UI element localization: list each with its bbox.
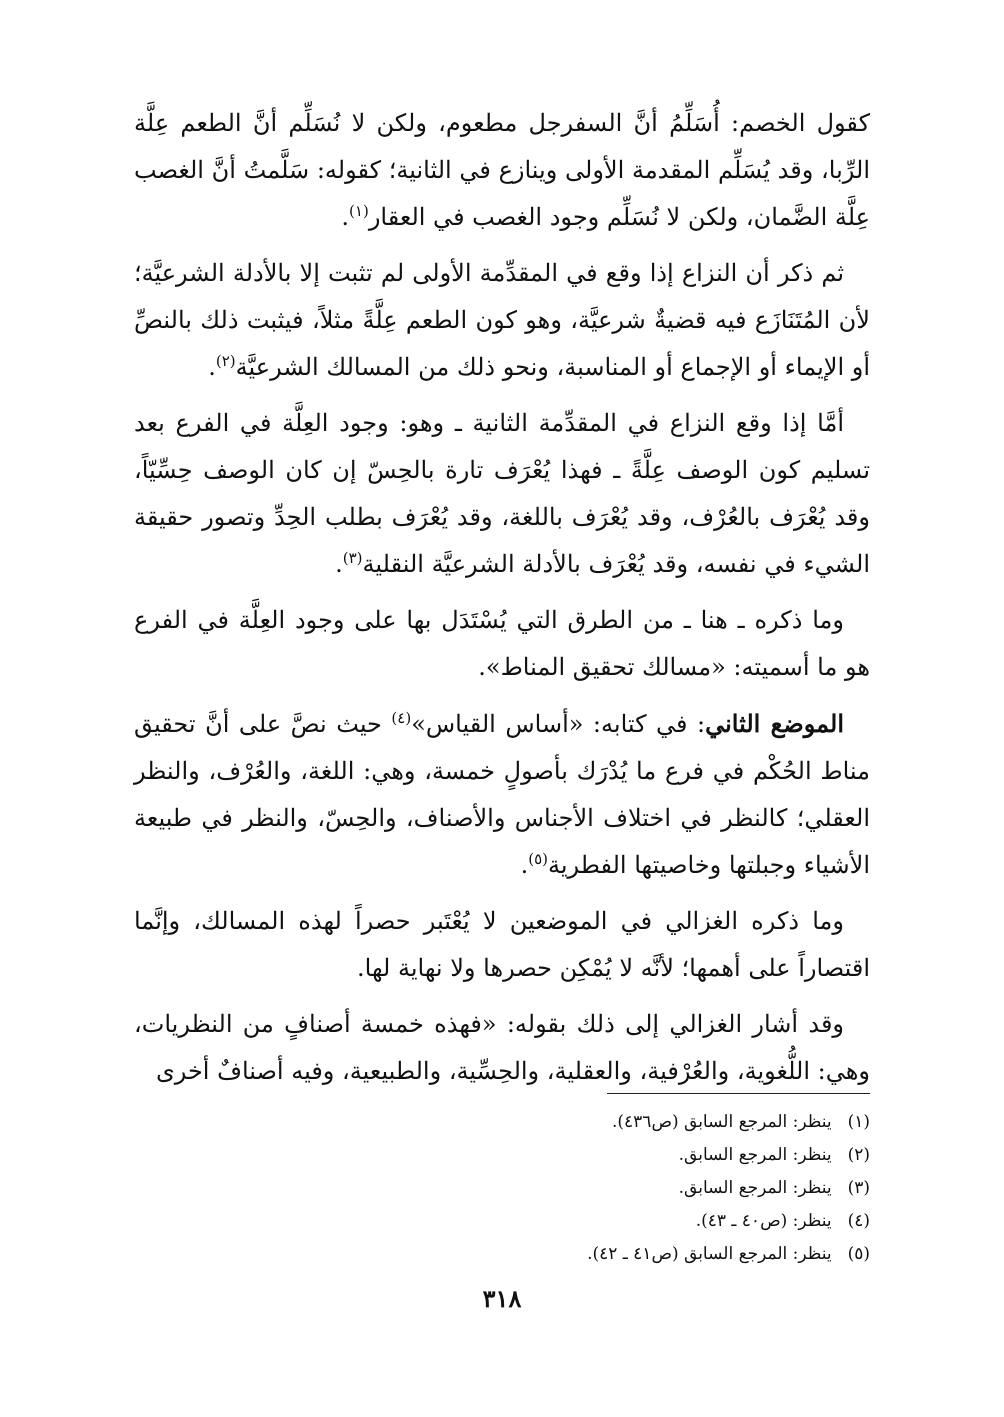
paragraph-text: وما ذكره ـ هنا ـ من الطرق التي يُسْتَدَل بها على وجود العِلَّة في الفرع هو ما أسميته: «مسالك تحقيق المناط». xyxy=(134,606,870,681)
paragraph-text: أمَّا إذا وقع النزاع في المقدِّمة الثانية ـ وهو: وجود العِلَّة في الفرع بعد تسليم كون الوصف عِلَّةً ـ فهذا يُعْرَف تارة بالحِسّ إن كان الوصف حِسِّيّاً، وقد يُعْرَف بالعُرْف، وقد يُعْرَف باللغة، وقد يُعْرَف بطلب الحِدِّ وتصور حقيقة الشيء في نفسه، وقد يُعْرَف بالأدلة الشرعيَّة النقلية xyxy=(134,409,870,578)
footnote-ref-3[interactable]: (٣) xyxy=(342,549,363,567)
footnotes xyxy=(134,1106,870,1271)
paragraph-1 xyxy=(134,100,870,241)
footnote-text: ينظر: (ص٤٠ ـ ٤٣). xyxy=(695,1211,832,1231)
paragraph-6 xyxy=(134,898,870,992)
footnote-item xyxy=(134,1238,870,1271)
footnote-ref-2[interactable]: (٢) xyxy=(215,352,236,370)
footnote-number: (٤) xyxy=(847,1211,870,1231)
paragraph-text: وقد أشار الغزالي إلى ذلك بقوله: «فهذه خمسة أصنافٍ من النظريات، وهي: اللُّغوية، والعُرْفية، والعقلية، والحِسِّية، والطبيعية، وفيه أصنافٌ أخرى xyxy=(134,1010,870,1085)
paragraph-end: . xyxy=(335,550,343,578)
paragraph-5 xyxy=(134,700,870,889)
footnote-text: ينظر: المرجع السابق (ص٤١ ـ ٤٢). xyxy=(587,1244,832,1264)
main-text xyxy=(134,100,870,1104)
paragraph-text: وما ذكره الغزالي في الموضعين لا يُعْتَبر حصراً لهذه المسالك، وإنَّما اقتصاراً على أهمها؛ لأنَّه لا يُمْكِن حصرها ولا نهاية لها. xyxy=(134,907,870,982)
section-lead: الموضع الثاني xyxy=(705,709,844,738)
footnote-item xyxy=(134,1106,870,1139)
paragraph-end: . xyxy=(341,203,350,231)
footnote-text: ينظر: المرجع السابق (ص٤٣٦). xyxy=(611,1112,832,1132)
paragraph-2 xyxy=(134,250,870,391)
footnote-number: (١) xyxy=(847,1112,870,1132)
page-number: ٣١٨ xyxy=(482,1284,522,1313)
footnote-item xyxy=(134,1205,870,1238)
footnote-number: (٣) xyxy=(847,1178,870,1198)
footnote-number: (٢) xyxy=(847,1145,870,1165)
footnote-ref-1[interactable]: (١) xyxy=(349,202,369,220)
paragraph-text-cont: حيث نصَّ على أنَّ تحقيق مناط الحُكْم في فرع ما يُدْرَك بأصولٍ خمسة، وهي: اللغة، والعُرْف، والنظر العقلي؛ كالنظر في اختلاف الأجناس والأصناف، والحِسّ، والنظر في طبيعة الأشياء وجبلتها وخاصيتها الفطرية xyxy=(134,710,871,879)
footnote-ref-4[interactable]: (٤) xyxy=(391,709,412,727)
paragraph-end: . xyxy=(208,353,216,381)
footnote-item xyxy=(134,1139,870,1172)
paragraph-text: كقول الخصم: أُسَلِّمُ أنَّ السفرجل مطعوم، ولكن لا نُسَلِّم أنَّ الطعم عِلَّة الرِّبا، وقد يُسَلِّم المقدمة الأولى وينازع في الثانية؛ كقوله: سَلَّمتُ أنَّ الغصب عِلَّة الضَّمان، ولكن لا نُسَلِّم وجود الغصب في العقار xyxy=(134,109,870,231)
paragraph-text: : في كتابه: «أساس القياس» xyxy=(411,710,706,738)
footnote-text: ينظر: المرجع السابق. xyxy=(678,1145,832,1165)
footnote-ref-5[interactable]: (٥) xyxy=(528,850,548,868)
paragraph-4 xyxy=(134,597,870,691)
paragraph-text: ثم ذكر أن النزاع إذا وقع في المقدِّمة الأولى لم تثبت إلا بالأدلة الشرعيَّة؛ لأن المُتَنَازَع فيه قضيةٌ شرعيَّة، وهو كون الطعم عِلَّةً مثلاً، فيثبت ذلك بالنصِّ أو الإيماء أو الإجماع أو المناسبة، ونحو ذلك من المسالك الشرعيَّة xyxy=(134,259,870,381)
paragraph-3 xyxy=(134,400,870,588)
footnote-text: ينظر: المرجع السابق. xyxy=(678,1178,832,1198)
paragraph-end: . xyxy=(520,851,529,879)
paragraph-7 xyxy=(134,1001,870,1095)
footnote-number: (٥) xyxy=(847,1244,870,1264)
footnote-item xyxy=(134,1172,870,1205)
